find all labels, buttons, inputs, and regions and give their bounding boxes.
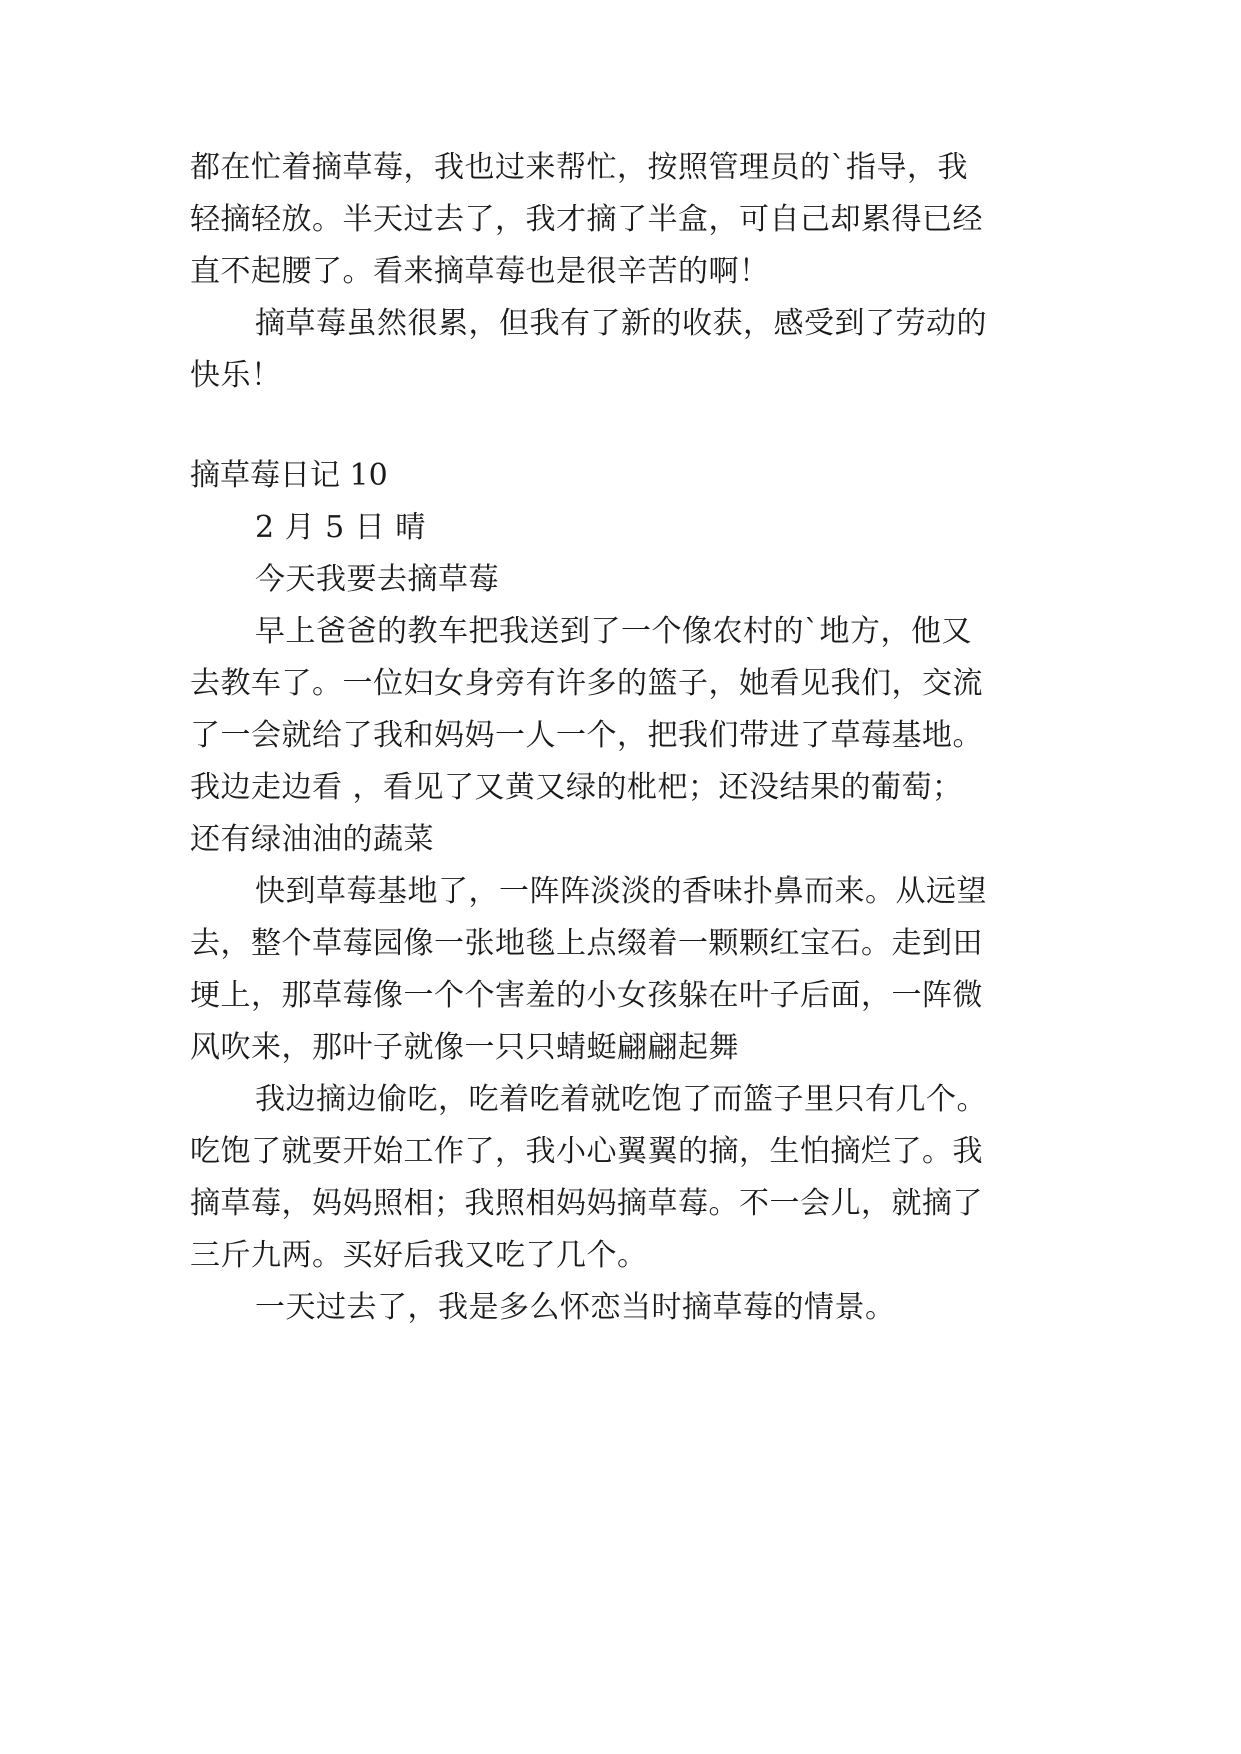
text-line: 快乐！ (190, 358, 282, 393)
text-line: 我边走边看 ，看见了又黄又绿的枇杷；还没结果的葡萄； (190, 770, 963, 805)
text-line: 快到草莓基地了，一阵阵淡淡的香味扑鼻而来。从远望 (255, 874, 987, 909)
text-line: 吃饱了就要开始工作了，我小心翼翼的摘，生怕摘烂了。我 (190, 1134, 983, 1169)
text-line: 都在忙着摘草莓，我也过来帮忙，按照管理员的`指导，我 (190, 150, 968, 185)
text-line: 一天过去了，我是多么怀恋当时摘草莓的情景。 (255, 1290, 896, 1325)
text-line: 去教车了。一位妇女身旁有许多的篮子，她看见我们，交流 (190, 666, 983, 701)
text-line: 去，整个草莓园像一张地毯上点缀着一颗颗红宝石。走到田 (190, 926, 983, 961)
text-line: 埂上，那草莓像一个个害羞的小女孩躲在叶子后面，一阵微 (190, 978, 983, 1013)
date-weather-line: 2 月 5 日 晴 (255, 510, 426, 545)
text-line: 摘草莓，妈妈照相；我照相妈妈摘草莓。不一会儿，就摘了 (190, 1186, 983, 1221)
text-line: 还有绿油油的蔬菜 (190, 822, 434, 857)
text-line: 轻摘轻放。半天过去了，我才摘了半盒，可自己却累得已经 (190, 202, 983, 237)
text-line: 我边摘边偷吃，吃着吃着就吃饱了而篮子里只有几个。 (255, 1082, 987, 1117)
section-heading: 摘草莓日记 10 (190, 458, 388, 493)
text-line: 今天我要去摘草莓 (255, 562, 499, 597)
text-line: 了一会就给了我和妈妈一人一个，把我们带进了草莓基地。 (190, 718, 983, 753)
text-line: 直不起腰了。看来摘草莓也是很辛苦的啊！ (190, 254, 770, 289)
text-line: 早上爸爸的教车把我送到了一个像农村的`地方，他又 (255, 614, 972, 649)
text-line: 摘草莓虽然很累，但我有了新的收获，感受到了劳动的 (255, 306, 987, 341)
text-line: 风吹来，那叶子就像一只只蜻蜓翩翩起舞 (190, 1030, 739, 1065)
text-line: 三斤九两。买好后我又吃了几个。 (190, 1238, 648, 1273)
